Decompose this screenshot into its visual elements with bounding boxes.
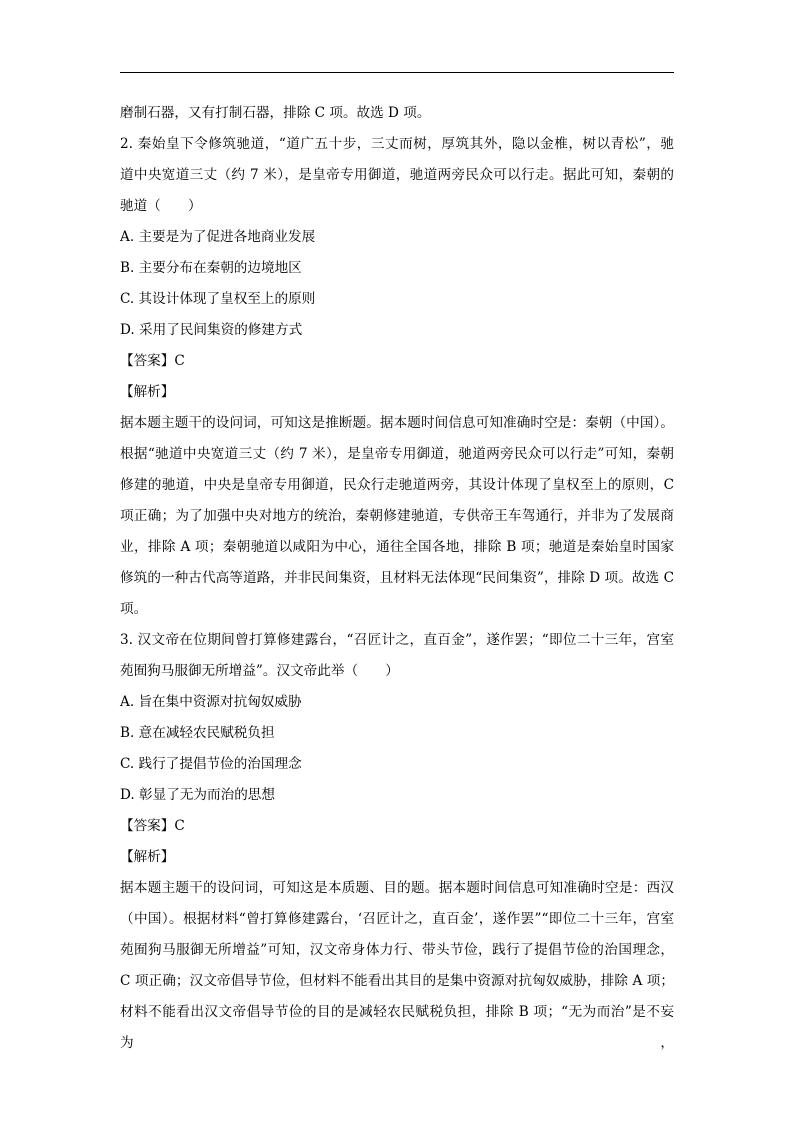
question-2-stem-line-1: 2. 秦始皇下令修筑驰道，“道广五十步，三丈而树，厚筑其外，隐以金椎，树以青松”，驰 xyxy=(120,136,674,152)
question-2-analysis-line-2: 根据“驰道中央宽道三丈（约 7 米），是皇帝专用御道，驰道两旁民众可以行走”可知，秦朝 xyxy=(120,446,674,462)
question-2-analysis-line-4: 项正确；为了加强中央对地方的统治，秦朝修建驰道，专供帝王车驾通行，并非为了发展商 xyxy=(120,508,674,524)
question-3-analysis-line-3: 苑囿狗马服御无所增益”可知，汉文帝身体力行、带头节俭，践行了提倡节俭的治国理念， xyxy=(120,942,674,958)
question-2-analysis-line-3: 修建的驰道，中央是皇帝专用御道，民众行走驰道两旁，其设计体现了皇权至上的原则，C xyxy=(120,477,674,493)
question-2-analysis-line-7: 项。 xyxy=(120,601,148,617)
question-2-analysis-line-1: 据本题主题干的设问词，可知这是推断题。据本题时间信息可知准确时空是：秦朝（中国）。 xyxy=(120,415,674,431)
document-body xyxy=(120,98,674,1051)
header-rule xyxy=(120,72,674,73)
question-2-option-a: A. 主要是为了促进各地商业发展 xyxy=(120,229,316,245)
question-2-analysis-line-6: 修筑的一种古代高等道路，并非民间集资，且材料无法体现“民间集资”，排除 D 项。故选 C xyxy=(120,570,674,586)
question-3-option-a: A. 旨在集中资源对抗匈奴威胁 xyxy=(120,694,302,710)
question-3-analysis-line-2: （中国）。根据材料“曾打算修建露台，‘召匠计之，直百金’，遂作罢”“即位二十三年，宫室 xyxy=(120,911,674,927)
question-2-stem-line-3: 驰道（ ） xyxy=(120,198,202,214)
question-2-option-b: B. 主要分布在秦朝的边境地区 xyxy=(120,260,302,276)
question-3-analysis-heading: 【解析】 xyxy=(120,849,175,865)
question-3-analysis-line-4: C 项正确；汉文帝倡导节俭，但材料不能看出其目的是集中资源对抗匈奴威胁，排除 A 项； xyxy=(120,973,674,989)
question-3-analysis-line-5: 材料不能看出汉文帝倡导节俭的目的是减轻农民赋税负担，排除 B 项；“无为而治”是不妄为， xyxy=(120,1004,674,1051)
question-2-analysis-heading: 【解析】 xyxy=(120,384,175,400)
question-3-stem-line-2: 苑囿狗马服御无所增益”。汉文帝此举（ ） xyxy=(120,663,399,679)
question-2-answer: 【答案】C xyxy=(120,353,185,369)
question-3-option-d: D. 彰显了无为而治的思想 xyxy=(120,787,275,803)
question-3-stem-line-1: 3. 汉文帝在位期间曾打算修建露台，“召匠计之，直百金”，遂作罢；“即位二十三年，宫室 xyxy=(120,632,674,648)
question-3-option-c: C. 践行了提倡节俭的治国理念 xyxy=(120,756,302,772)
question-2-analysis-line-5: 业，排除 A 项；秦朝驰道以咸阳为中心，通往全国各地，排除 B 项；驰道是秦始皇时国家 xyxy=(120,539,674,555)
question-2-option-d: D. 采用了民间集资的修建方式 xyxy=(120,322,303,338)
question-3-analysis-line-1: 据本题主题干的设问词，可知这是本质题、目的题。据本题时间信息可知准确时空是：西汉 xyxy=(120,880,674,896)
question-2-stem-line-2: 道中央宽道三丈（约 7 米），是皇帝专用御道，驰道两旁民众可以行走。据此可知，秦朝的 xyxy=(120,167,674,183)
question-3-option-b: B. 意在减轻农民赋税负担 xyxy=(120,725,275,741)
text-line-1: 磨制石器，又有打制石器，排除 C 项。故选 D 项。 xyxy=(120,105,431,121)
question-2-option-c: C. 其设计体现了皇权至上的原则 xyxy=(120,291,316,307)
question-3-answer: 【答案】C xyxy=(120,818,185,834)
